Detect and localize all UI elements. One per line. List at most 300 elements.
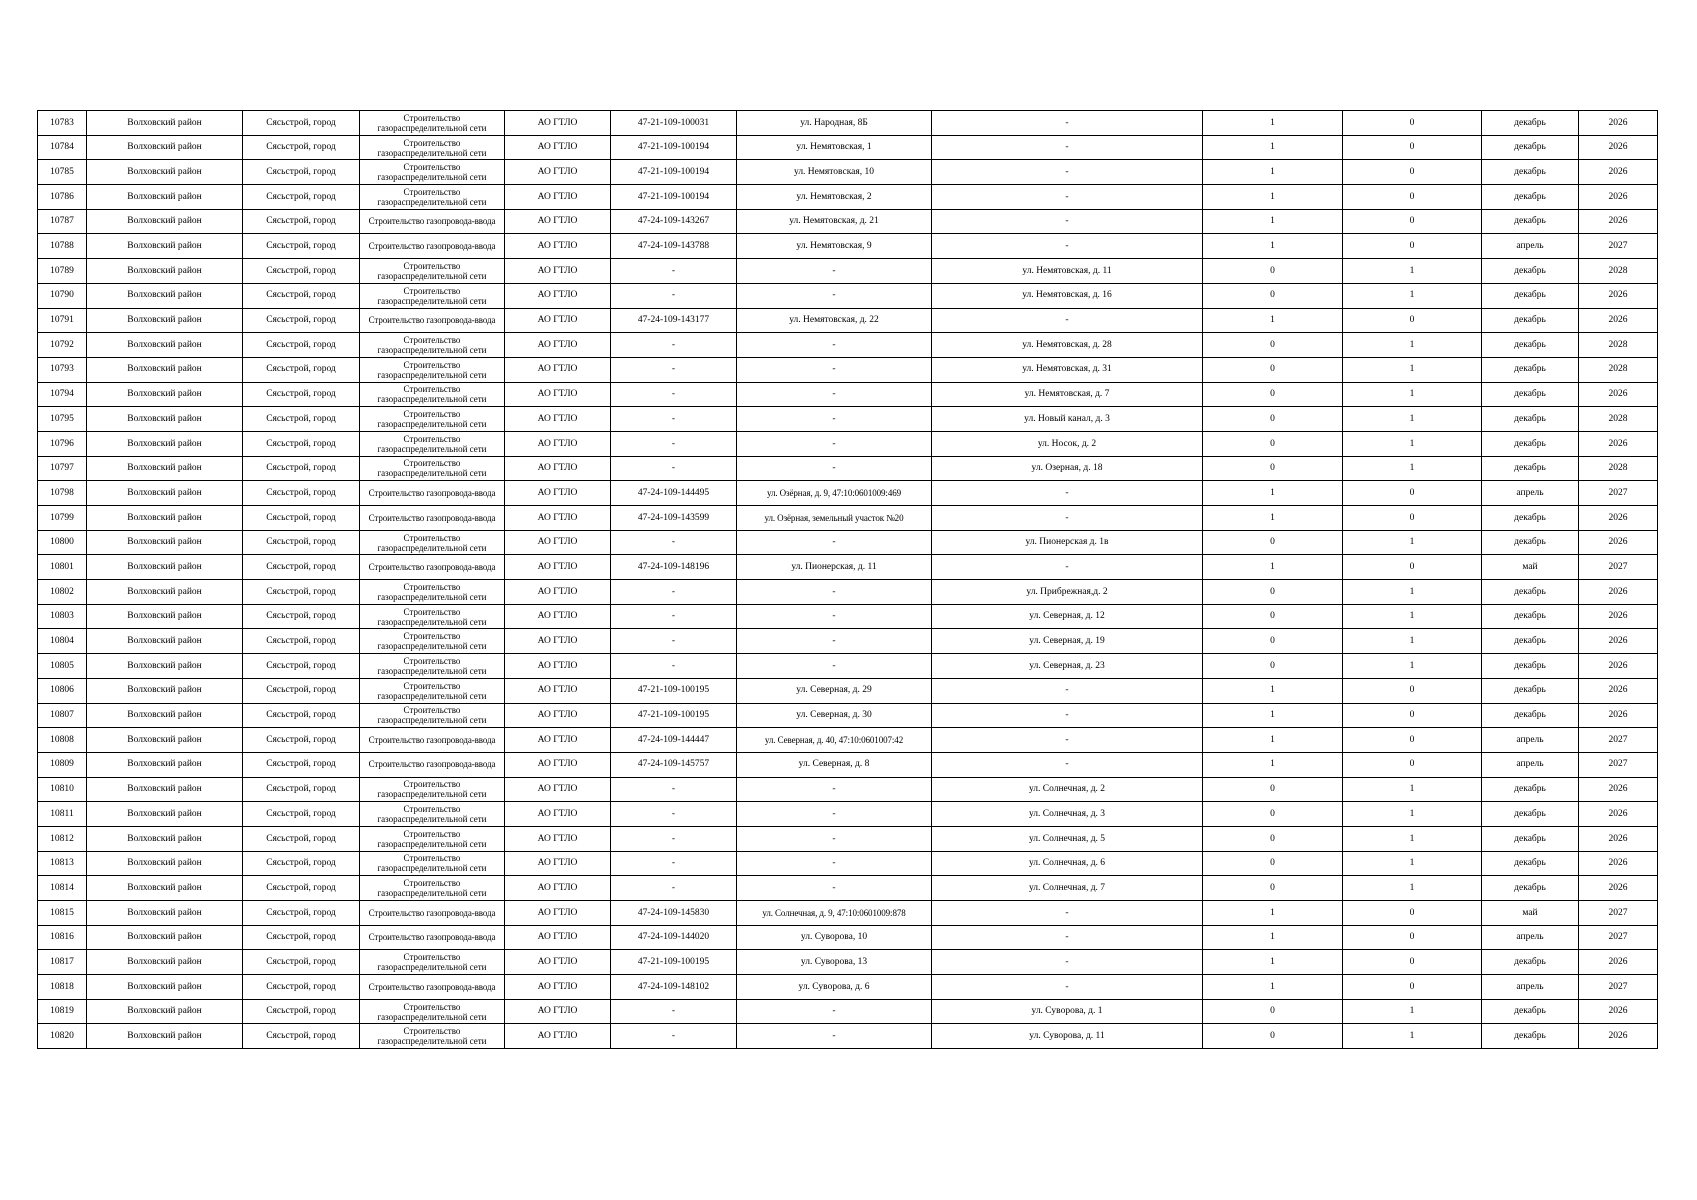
- row-number-cell: 10785: [38, 160, 87, 185]
- planned-address-cell: ул. Новый канал, д. 3: [932, 407, 1203, 432]
- address-cell: ул. Суворова, 13: [737, 950, 932, 975]
- count-a-cell: 0: [1203, 999, 1343, 1024]
- count-a-cell: 1: [1203, 703, 1343, 728]
- year-cell: 2027: [1579, 925, 1658, 950]
- count-b-cell: 0: [1343, 234, 1482, 259]
- registry-number-cell: 47-21-109-100194: [611, 185, 737, 210]
- settlement-cell: Сясьстрой, город: [243, 703, 360, 728]
- table-row: [38, 431, 1658, 456]
- row-number-cell: 10815: [38, 901, 87, 926]
- work-type-cell: Строительство газораспределительной сети: [360, 826, 505, 851]
- row-number-cell: 10820: [38, 1024, 87, 1049]
- table-row: [38, 654, 1658, 679]
- organization-cell: АО ГТЛО: [505, 407, 611, 432]
- year-cell: 2028: [1579, 333, 1658, 358]
- count-b-cell: 0: [1343, 752, 1482, 777]
- month-cell: декабрь: [1482, 703, 1579, 728]
- year-cell: 2028: [1579, 456, 1658, 481]
- registry-number-cell: -: [611, 629, 737, 654]
- table-row: [38, 826, 1658, 851]
- work-type-cell: Строительство газопровода-ввода: [360, 209, 505, 234]
- count-b-cell: 1: [1343, 629, 1482, 654]
- table-row: [38, 604, 1658, 629]
- table-row: [38, 111, 1658, 136]
- row-number-cell: 10788: [38, 234, 87, 259]
- month-cell: декабрь: [1482, 629, 1579, 654]
- row-number-cell: 10813: [38, 851, 87, 876]
- district-cell: Волховский район: [87, 678, 243, 703]
- count-a-cell: 0: [1203, 802, 1343, 827]
- month-cell: декабрь: [1482, 185, 1579, 210]
- month-cell: декабрь: [1482, 259, 1579, 284]
- district-cell: Волховский район: [87, 283, 243, 308]
- district-cell: Волховский район: [87, 950, 243, 975]
- count-b-cell: 0: [1343, 678, 1482, 703]
- work-type-cell: Строительство газораспределительной сети: [360, 382, 505, 407]
- row-number-cell: 10799: [38, 506, 87, 531]
- settlement-cell: Сясьстрой, город: [243, 975, 360, 1000]
- settlement-cell: Сясьстрой, город: [243, 135, 360, 160]
- planned-address-cell: -: [932, 703, 1203, 728]
- registry-number-cell: 47-24-109-143177: [611, 308, 737, 333]
- year-cell: 2027: [1579, 555, 1658, 580]
- organization-cell: АО ГТЛО: [505, 185, 611, 210]
- planned-address-cell: ул. Суворова, д. 11: [932, 1024, 1203, 1049]
- planned-address-cell: -: [932, 901, 1203, 926]
- table-row: [38, 802, 1658, 827]
- planned-address-cell: ул. Прибрежная,д. 2: [932, 580, 1203, 605]
- count-b-cell: 1: [1343, 357, 1482, 382]
- count-a-cell: 0: [1203, 629, 1343, 654]
- planned-address-cell: ул. Солнечная, д. 6: [932, 851, 1203, 876]
- count-b-cell: 0: [1343, 111, 1482, 136]
- table-row: [38, 357, 1658, 382]
- year-cell: 2026: [1579, 431, 1658, 456]
- work-type-cell: Строительство газораспределительной сети: [360, 703, 505, 728]
- organization-cell: АО ГТЛО: [505, 431, 611, 456]
- address-cell: -: [737, 333, 932, 358]
- planned-address-cell: -: [932, 135, 1203, 160]
- table-row: [38, 530, 1658, 555]
- work-type-cell: Строительство газораспределительной сети: [360, 777, 505, 802]
- planned-address-cell: -: [932, 506, 1203, 531]
- planned-address-cell: -: [932, 308, 1203, 333]
- organization-cell: АО ГТЛО: [505, 654, 611, 679]
- count-a-cell: 1: [1203, 481, 1343, 506]
- district-cell: Волховский район: [87, 728, 243, 753]
- district-cell: Волховский район: [87, 555, 243, 580]
- planned-address-cell: ул. Северная, д. 19: [932, 629, 1203, 654]
- work-type-cell: Строительство газопровода-ввода: [360, 481, 505, 506]
- month-cell: декабрь: [1482, 407, 1579, 432]
- registry-number-cell: -: [611, 333, 737, 358]
- count-b-cell: 0: [1343, 950, 1482, 975]
- organization-cell: АО ГТЛО: [505, 802, 611, 827]
- month-cell: декабрь: [1482, 999, 1579, 1024]
- count-b-cell: 0: [1343, 728, 1482, 753]
- organization-cell: АО ГТЛО: [505, 234, 611, 259]
- planned-address-cell: -: [932, 111, 1203, 136]
- count-a-cell: 1: [1203, 555, 1343, 580]
- table-row: [38, 728, 1658, 753]
- count-a-cell: 1: [1203, 678, 1343, 703]
- address-cell: -: [737, 851, 932, 876]
- work-type-cell: Строительство газораспределительной сети: [360, 802, 505, 827]
- table-row: [38, 259, 1658, 284]
- settlement-cell: Сясьстрой, город: [243, 555, 360, 580]
- row-number-cell: 10809: [38, 752, 87, 777]
- row-number-cell: 10818: [38, 975, 87, 1000]
- address-cell: ул. Суворова, д. 6: [737, 975, 932, 1000]
- district-cell: Волховский район: [87, 407, 243, 432]
- address-cell: ул. Немятовская, д. 21: [737, 209, 932, 234]
- year-cell: 2028: [1579, 407, 1658, 432]
- row-number-cell: 10792: [38, 333, 87, 358]
- work-type-cell: Строительство газораспределительной сети: [360, 629, 505, 654]
- table-row: [38, 975, 1658, 1000]
- row-number-cell: 10784: [38, 135, 87, 160]
- table-row: [38, 580, 1658, 605]
- organization-cell: АО ГТЛО: [505, 752, 611, 777]
- year-cell: 2026: [1579, 185, 1658, 210]
- planned-address-cell: ул. Солнечная, д. 5: [932, 826, 1203, 851]
- count-a-cell: 0: [1203, 283, 1343, 308]
- row-number-cell: 10808: [38, 728, 87, 753]
- count-a-cell: 0: [1203, 777, 1343, 802]
- month-cell: декабрь: [1482, 580, 1579, 605]
- district-cell: Волховский район: [87, 185, 243, 210]
- work-type-cell: Строительство газораспределительной сети: [360, 654, 505, 679]
- organization-cell: АО ГТЛО: [505, 728, 611, 753]
- work-type-cell: Строительство газопровода-ввода: [360, 925, 505, 950]
- organization-cell: АО ГТЛО: [505, 851, 611, 876]
- address-cell: ул. Немятовская, 10: [737, 160, 932, 185]
- organization-cell: АО ГТЛО: [505, 555, 611, 580]
- registry-number-cell: -: [611, 1024, 737, 1049]
- district-cell: Волховский район: [87, 703, 243, 728]
- registry-number-cell: -: [611, 259, 737, 284]
- address-cell: -: [737, 456, 932, 481]
- count-b-cell: 1: [1343, 851, 1482, 876]
- planned-address-cell: ул. Озерная, д. 18: [932, 456, 1203, 481]
- address-cell: -: [737, 382, 932, 407]
- count-a-cell: 0: [1203, 382, 1343, 407]
- organization-cell: АО ГТЛО: [505, 382, 611, 407]
- address-cell: -: [737, 777, 932, 802]
- month-cell: декабрь: [1482, 308, 1579, 333]
- count-b-cell: 1: [1343, 826, 1482, 851]
- registry-number-cell: 47-24-109-145830: [611, 901, 737, 926]
- count-b-cell: 1: [1343, 999, 1482, 1024]
- table-row: [38, 135, 1658, 160]
- organization-cell: АО ГТЛО: [505, 481, 611, 506]
- organization-cell: АО ГТЛО: [505, 506, 611, 531]
- count-a-cell: 0: [1203, 826, 1343, 851]
- row-number-cell: 10787: [38, 209, 87, 234]
- count-b-cell: 1: [1343, 802, 1482, 827]
- year-cell: 2026: [1579, 604, 1658, 629]
- district-cell: Волховский район: [87, 431, 243, 456]
- count-b-cell: 0: [1343, 308, 1482, 333]
- district-cell: Волховский район: [87, 876, 243, 901]
- planned-address-cell: ул. Немятовская, д. 31: [932, 357, 1203, 382]
- work-type-cell: Строительство газораспределительной сети: [360, 283, 505, 308]
- year-cell: 2026: [1579, 135, 1658, 160]
- count-b-cell: 1: [1343, 283, 1482, 308]
- count-b-cell: 1: [1343, 1024, 1482, 1049]
- year-cell: 2027: [1579, 975, 1658, 1000]
- settlement-cell: Сясьстрой, город: [243, 752, 360, 777]
- address-cell: -: [737, 876, 932, 901]
- table-row: [38, 160, 1658, 185]
- month-cell: декабрь: [1482, 777, 1579, 802]
- address-cell: -: [737, 259, 932, 284]
- organization-cell: АО ГТЛО: [505, 333, 611, 358]
- registry-number-cell: -: [611, 382, 737, 407]
- table-row: [38, 678, 1658, 703]
- work-type-cell: Строительство газораспределительной сети: [360, 851, 505, 876]
- organization-cell: АО ГТЛО: [505, 925, 611, 950]
- address-cell: ул. Немятовская, 1: [737, 135, 932, 160]
- row-number-cell: 10805: [38, 654, 87, 679]
- address-cell: ул. Северная, д. 40, 47:10:0601007:42: [737, 728, 932, 753]
- registry-number-cell: -: [611, 530, 737, 555]
- work-type-cell: Строительство газораспределительной сети: [360, 111, 505, 136]
- organization-cell: АО ГТЛО: [505, 901, 611, 926]
- count-a-cell: 1: [1203, 160, 1343, 185]
- settlement-cell: Сясьстрой, город: [243, 234, 360, 259]
- address-cell: -: [737, 654, 932, 679]
- month-cell: декабрь: [1482, 160, 1579, 185]
- registry-number-cell: -: [611, 580, 737, 605]
- row-number-cell: 10802: [38, 580, 87, 605]
- district-cell: Волховский район: [87, 456, 243, 481]
- work-type-cell: Строительство газораспределительной сети: [360, 135, 505, 160]
- district-cell: Волховский район: [87, 826, 243, 851]
- count-b-cell: 0: [1343, 901, 1482, 926]
- row-number-cell: 10790: [38, 283, 87, 308]
- work-type-cell: Строительство газопровода-ввода: [360, 234, 505, 259]
- organization-cell: АО ГТЛО: [505, 999, 611, 1024]
- row-number-cell: 10800: [38, 530, 87, 555]
- month-cell: декабрь: [1482, 333, 1579, 358]
- district-cell: Волховский район: [87, 308, 243, 333]
- work-type-cell: Строительство газопровода-ввода: [360, 975, 505, 1000]
- registry-number-cell: 47-21-109-100194: [611, 160, 737, 185]
- organization-cell: АО ГТЛО: [505, 259, 611, 284]
- organization-cell: АО ГТЛО: [505, 283, 611, 308]
- count-b-cell: 0: [1343, 703, 1482, 728]
- table-row: [38, 456, 1658, 481]
- organization-cell: АО ГТЛО: [505, 357, 611, 382]
- table-row: [38, 283, 1658, 308]
- address-cell: ул. Народная, 8Б: [737, 111, 932, 136]
- planned-address-cell: -: [932, 209, 1203, 234]
- year-cell: 2026: [1579, 283, 1658, 308]
- row-number-cell: 10783: [38, 111, 87, 136]
- month-cell: декабрь: [1482, 1024, 1579, 1049]
- year-cell: 2026: [1579, 506, 1658, 531]
- address-cell: -: [737, 629, 932, 654]
- address-cell: -: [737, 802, 932, 827]
- count-b-cell: 1: [1343, 259, 1482, 284]
- work-type-cell: Строительство газопровода-ввода: [360, 728, 505, 753]
- month-cell: апрель: [1482, 925, 1579, 950]
- count-a-cell: 1: [1203, 209, 1343, 234]
- row-number-cell: 10817: [38, 950, 87, 975]
- row-number-cell: 10810: [38, 777, 87, 802]
- month-cell: декабрь: [1482, 654, 1579, 679]
- work-type-cell: Строительство газораспределительной сети: [360, 530, 505, 555]
- work-type-cell: Строительство газораспределительной сети: [360, 876, 505, 901]
- settlement-cell: Сясьстрой, город: [243, 826, 360, 851]
- planned-address-cell: -: [932, 481, 1203, 506]
- settlement-cell: Сясьстрой, город: [243, 407, 360, 432]
- district-cell: Волховский район: [87, 901, 243, 926]
- registry-number-cell: -: [611, 407, 737, 432]
- table-row: [38, 382, 1658, 407]
- count-a-cell: 1: [1203, 925, 1343, 950]
- organization-cell: АО ГТЛО: [505, 209, 611, 234]
- planned-address-cell: -: [932, 752, 1203, 777]
- count-a-cell: 0: [1203, 259, 1343, 284]
- row-number-cell: 10794: [38, 382, 87, 407]
- registry-number-cell: -: [611, 777, 737, 802]
- month-cell: декабрь: [1482, 283, 1579, 308]
- registry-number-cell: 47-24-109-143267: [611, 209, 737, 234]
- district-cell: Волховский район: [87, 111, 243, 136]
- year-cell: 2026: [1579, 851, 1658, 876]
- month-cell: май: [1482, 901, 1579, 926]
- count-a-cell: 1: [1203, 752, 1343, 777]
- year-cell: 2027: [1579, 752, 1658, 777]
- year-cell: 2026: [1579, 160, 1658, 185]
- planned-address-cell: -: [932, 555, 1203, 580]
- month-cell: апрель: [1482, 752, 1579, 777]
- planned-address-cell: ул. Немятовская, д. 16: [932, 283, 1203, 308]
- table-row: [38, 999, 1658, 1024]
- work-type-cell: Строительство газопровода-ввода: [360, 752, 505, 777]
- work-type-cell: Строительство газораспределительной сети: [360, 678, 505, 703]
- count-a-cell: 0: [1203, 604, 1343, 629]
- work-type-cell: Строительство газораспределительной сети: [360, 259, 505, 284]
- count-a-cell: 0: [1203, 357, 1343, 382]
- row-number-cell: 10816: [38, 925, 87, 950]
- count-a-cell: 0: [1203, 654, 1343, 679]
- count-a-cell: 0: [1203, 876, 1343, 901]
- count-b-cell: 1: [1343, 604, 1482, 629]
- settlement-cell: Сясьстрой, город: [243, 333, 360, 358]
- row-number-cell: 10797: [38, 456, 87, 481]
- work-type-cell: Строительство газораспределительной сети: [360, 950, 505, 975]
- row-number-cell: 10796: [38, 431, 87, 456]
- month-cell: май: [1482, 555, 1579, 580]
- work-type-cell: Строительство газораспределительной сети: [360, 604, 505, 629]
- settlement-cell: Сясьстрой, город: [243, 629, 360, 654]
- work-type-cell: Строительство газораспределительной сети: [360, 357, 505, 382]
- organization-cell: АО ГТЛО: [505, 826, 611, 851]
- month-cell: декабрь: [1482, 382, 1579, 407]
- settlement-cell: Сясьстрой, город: [243, 185, 360, 210]
- count-b-cell: 1: [1343, 654, 1482, 679]
- count-a-cell: 1: [1203, 185, 1343, 210]
- month-cell: декабрь: [1482, 431, 1579, 456]
- row-number-cell: 10814: [38, 876, 87, 901]
- district-cell: Волховский район: [87, 802, 243, 827]
- count-b-cell: 0: [1343, 135, 1482, 160]
- count-a-cell: 0: [1203, 407, 1343, 432]
- year-cell: 2026: [1579, 876, 1658, 901]
- district-cell: Волховский район: [87, 975, 243, 1000]
- data-table: [37, 110, 1658, 1049]
- count-b-cell: 1: [1343, 876, 1482, 901]
- settlement-cell: Сясьстрой, город: [243, 604, 360, 629]
- registry-number-cell: -: [611, 802, 737, 827]
- address-cell: ул. Северная, д. 29: [737, 678, 932, 703]
- count-b-cell: 0: [1343, 481, 1482, 506]
- organization-cell: АО ГТЛО: [505, 950, 611, 975]
- count-b-cell: 0: [1343, 506, 1482, 531]
- planned-address-cell: ул. Солнечная, д. 3: [932, 802, 1203, 827]
- address-cell: -: [737, 1024, 932, 1049]
- count-b-cell: 1: [1343, 382, 1482, 407]
- work-type-cell: Строительство газопровода-ввода: [360, 506, 505, 531]
- table-row: [38, 629, 1658, 654]
- row-number-cell: 10819: [38, 999, 87, 1024]
- registry-number-cell: 47-21-109-100195: [611, 950, 737, 975]
- count-a-cell: 1: [1203, 234, 1343, 259]
- table-row: [38, 752, 1658, 777]
- year-cell: 2026: [1579, 802, 1658, 827]
- address-cell: ул. Северная, д. 30: [737, 703, 932, 728]
- count-a-cell: 0: [1203, 1024, 1343, 1049]
- registry-number-cell: -: [611, 851, 737, 876]
- count-b-cell: 1: [1343, 333, 1482, 358]
- registry-number-cell: 47-21-109-100194: [611, 135, 737, 160]
- table-row: [38, 925, 1658, 950]
- month-cell: декабрь: [1482, 802, 1579, 827]
- district-cell: Волховский район: [87, 135, 243, 160]
- planned-address-cell: -: [932, 950, 1203, 975]
- registry-number-cell: 47-24-109-144020: [611, 925, 737, 950]
- settlement-cell: Сясьстрой, город: [243, 580, 360, 605]
- work-type-cell: Строительство газораспределительной сети: [360, 580, 505, 605]
- district-cell: Волховский район: [87, 1024, 243, 1049]
- table-row: [38, 407, 1658, 432]
- row-number-cell: 10811: [38, 802, 87, 827]
- count-b-cell: 0: [1343, 555, 1482, 580]
- count-b-cell: 1: [1343, 530, 1482, 555]
- month-cell: декабрь: [1482, 851, 1579, 876]
- work-type-cell: Строительство газораспределительной сети: [360, 456, 505, 481]
- organization-cell: АО ГТЛО: [505, 308, 611, 333]
- work-type-cell: Строительство газораспределительной сети: [360, 185, 505, 210]
- month-cell: декабрь: [1482, 678, 1579, 703]
- work-type-cell: Строительство газопровода-ввода: [360, 308, 505, 333]
- work-type-cell: Строительство газораспределительной сети: [360, 407, 505, 432]
- year-cell: 2028: [1579, 259, 1658, 284]
- table-row: [38, 234, 1658, 259]
- planned-address-cell: ул. Пионерская д. 1в: [932, 530, 1203, 555]
- count-b-cell: 1: [1343, 456, 1482, 481]
- planned-address-cell: -: [932, 185, 1203, 210]
- address-cell: ул. Северная, д. 8: [737, 752, 932, 777]
- district-cell: Волховский район: [87, 851, 243, 876]
- address-cell: ул. Немятовская, д. 22: [737, 308, 932, 333]
- settlement-cell: Сясьстрой, город: [243, 876, 360, 901]
- address-cell: -: [737, 407, 932, 432]
- organization-cell: АО ГТЛО: [505, 580, 611, 605]
